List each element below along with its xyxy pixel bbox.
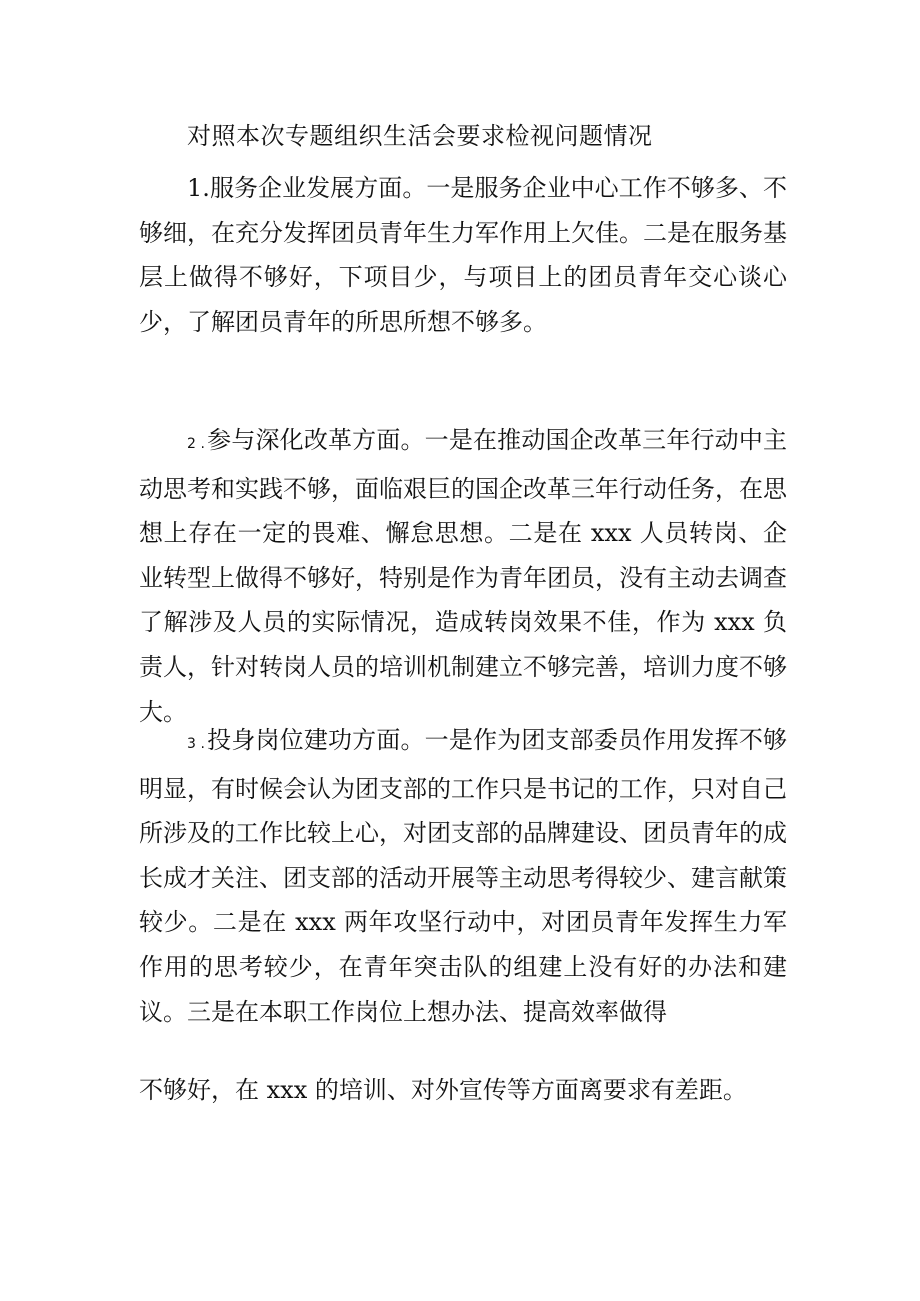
paragraph-continuation: 不够好，在 xxx 的培训、对外宣传等方面离要求有差距。 (139, 1076, 747, 1104)
paragraph-text: 服务企业发展方面。一是服务企业中心工作不够多、不够细，在充分发挥团员青年生力军作用上欠佳。二是在服务基层上做得不够好，下项目少，与项目上的团员青年交心谈心少，了解团员青年的所思所想不够多。 (139, 174, 787, 336)
paragraph-job-contribution (139, 718, 787, 1034)
paragraph-number: 2 . (187, 436, 205, 452)
paragraph-service-enterprise (139, 166, 787, 344)
paragraph-text: 投身岗位建功方面。一是作为团支部委员作用发挥不够明显，有时候会认为团支部的工作只是书记的工作，只对自己所涉及的工作比较上心，对团支部的品牌建设、团员青年的成长成才关注、团支部的活动开展等主动思考得较少、建言献策较少。二是在 xxx 两年攻坚行动中，对团员青年发挥生力军作用的思考较少，在青年突击队的组建上没有好的办法和建议。三是在本职工作岗位上想办法、提高效率做得 (139, 726, 788, 1026)
document-title: 对照本次专题组织生活会要求检视问题情况 (187, 122, 653, 150)
paragraph-deepen-reform (139, 418, 787, 734)
paragraph-number: 1. (187, 174, 210, 202)
paragraph-text: 参与深化改革方面。一是在推动国企改革三年行动中主动思考和实践不够，面临艰巨的国企改革三年行动任务，在思想上存在一定的畏难、懈怠思想。二是在 xxx 人员转岗、企业转型上做得不够好，特别是作为青年团员，没有主动去调查了解涉及人员的实际情况，造成转岗效果不佳，作为 xxx 负责人，针对转岗人员的培训机制建立不够完善，培训力度不够大。 (139, 426, 788, 726)
paragraph-number: 3 . (187, 736, 205, 752)
